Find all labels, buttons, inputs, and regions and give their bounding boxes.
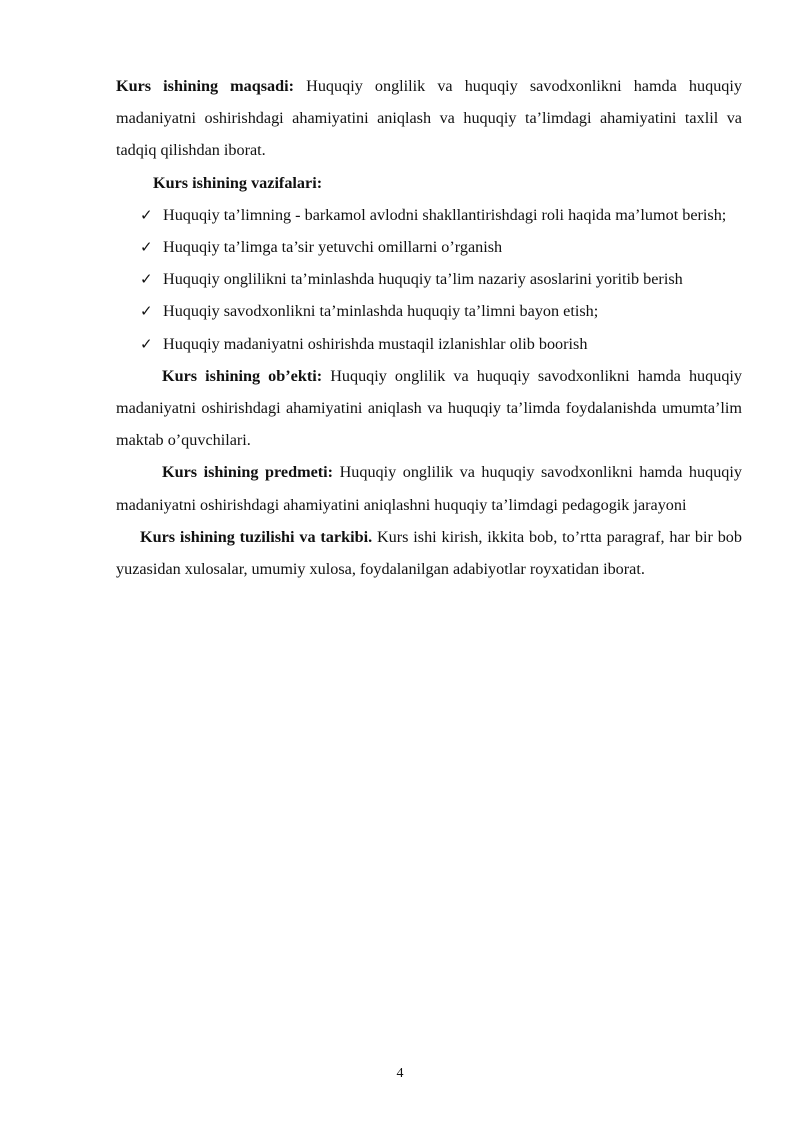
predmet-text: Huquqiy onglilik va huquqiy savodxonlikni hamda huquqiy madaniyatni oshirishdagi ahamiyatini aniqlashni huquqiy ta’limdagi pedagogik jarayoni: [116, 463, 742, 514]
maqsad-text: Huquqiy onglilik va huquqiy savodxonlikni hamda huquqiy madaniyatni oshirishdagi ahamiyatini aniqlash va huquqiy ta’limdagi ahamiyatini taxlil va tadqiq qilishdan iborat.: [116, 77, 742, 160]
document-page: [116, 70, 742, 585]
page-number: 4: [396, 1066, 404, 1081]
obekt-paragraph: [116, 360, 742, 457]
list-item: ✓ Huquqiy onglilikni ta’minlashda huquqiy ta’lim nazariy asoslarini yoritib berish: [116, 263, 742, 295]
vazifalar-heading-paragraph: [116, 167, 742, 199]
tuzilishi-heading: Kurs ishining tuzilishi va tarkibi.: [140, 527, 373, 546]
obekt-text: Huquqiy onglilik va huquqiy savodxonlikni hamda huquqiy madaniyatni oshirishdagi ahamiyatini aniqlash va huquqiy ta’limda foydalanishda umumta’lim maktab o’quvchilari.: [116, 366, 742, 450]
predmet-heading: Kurs ishining predmeti:: [162, 463, 334, 482]
check-icon: ✓: [140, 302, 153, 321]
maqsad-paragraph: [116, 70, 742, 167]
maqsad-heading: Kurs ishining maqsadi:: [116, 77, 295, 95]
predmet-paragraph: [116, 456, 742, 520]
list-item: ✓ Huquqiy ta’limning - barkamol avlodni shakllantirishdagi roli haqida ma’lumot berish;: [116, 199, 742, 231]
obekt-heading: Kurs ishining ob’ekti:: [162, 366, 323, 385]
vazifalar-list: [116, 199, 742, 360]
tuzilishi-paragraph: [116, 521, 742, 585]
tuzilishi-text: Kurs ishi kirish, ikkita bob, to’rtta paragraf, har bir bob yuzasidan xulosalar, umumiy xulosa, foydalanilgan adabiyotlar royxatidan iborat.: [116, 527, 742, 579]
list-item: ✓ Huquqiy savodxonlikni ta’minlashda huquqiy ta’limni bayon etish;: [116, 295, 742, 327]
check-icon: ✓: [140, 334, 153, 353]
list-item: ✓ Huquqiy ta’limga ta’sir yetuvchi omillarni o’rganish: [116, 231, 742, 263]
vazifalar-heading: Kurs ishining vazifalari:: [153, 173, 323, 192]
check-icon: ✓: [140, 238, 153, 257]
check-icon: ✓: [140, 205, 153, 224]
check-icon: ✓: [140, 270, 153, 289]
list-item: ✓ Huquqiy madaniyatni oshirishda mustaqil izlanishlar olib boorish: [116, 328, 742, 360]
